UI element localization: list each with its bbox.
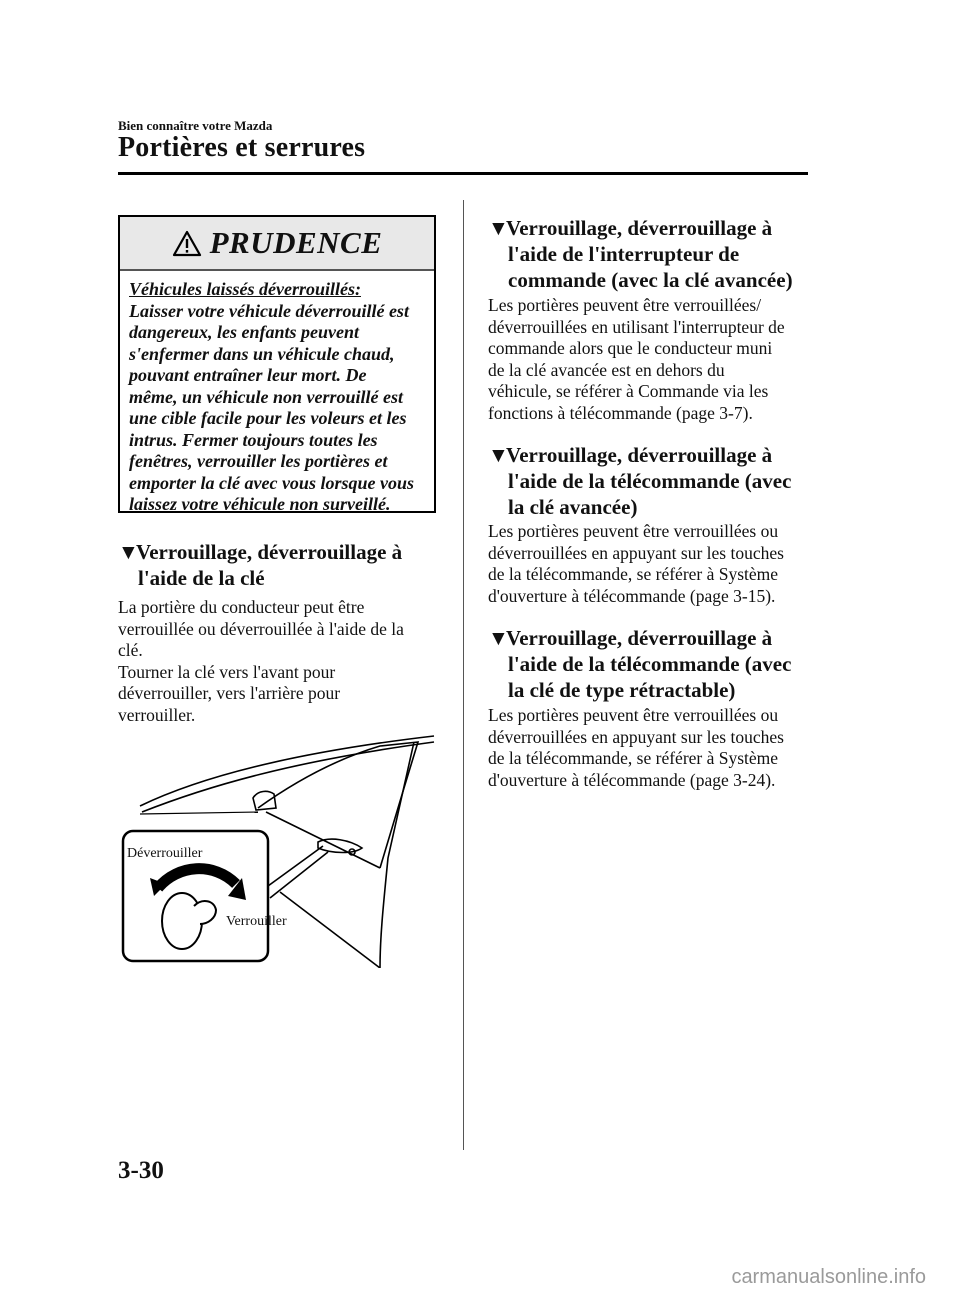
caution-line: pouvant entraîner leur mort. De — [129, 365, 367, 385]
lock-label: Verrouiller — [226, 914, 287, 929]
caution-line: une cible facile pour les voleurs et les — [129, 408, 407, 428]
caution-line: dangereux, les enfants peuvent — [129, 322, 360, 342]
body-line: Les portières peuvent être verrouillées/ — [488, 295, 762, 315]
body-line: véhicule, se référer à Commande via les — [488, 381, 769, 401]
caution-line: Laisser votre véhicule déverrouillé est — [129, 300, 409, 321]
heading-line: Verrouillage, déverrouillage à — [136, 540, 403, 564]
heading-line: commande (avec la clé avancée) — [508, 268, 793, 292]
body-line: Les portières peuvent être verrouillées ou — [488, 705, 779, 725]
caution-line: emporter la clé avec vous lorsque vous — [129, 472, 414, 493]
triangle-bullet-icon: ▼ — [118, 540, 139, 564]
body-line: déverrouiller, vers l'arrière pour — [118, 683, 341, 703]
heading-line: l'aide de la télécommande (avec — [508, 469, 792, 493]
section-heading-retractable — [488, 625, 818, 703]
heading-line: l'aide de l'interrupteur de — [508, 242, 740, 266]
body-line: déverrouillées en appuyant sur les touches — [488, 542, 784, 563]
heading-line: Verrouillage, déverrouillage à — [506, 626, 773, 650]
body-line: commande alors que le conducteur muni — [488, 338, 773, 358]
section-heading-key — [118, 539, 448, 591]
triangle-bullet-icon: ▼ — [488, 216, 509, 240]
caution-body — [120, 271, 434, 516]
heading-line: la clé de type rétractable) — [508, 678, 736, 702]
unlock-label: Déverrouiller — [127, 846, 203, 861]
section-body-remote — [488, 521, 818, 607]
triangle-bullet-icon: ▼ — [488, 626, 509, 650]
caution-line: s'enfermer dans un véhicule chaud, — [129, 343, 395, 364]
triangle-bullet-icon: ▼ — [488, 443, 509, 467]
caution-line: intrus. Fermer toujours toutes les — [129, 429, 378, 450]
watermark: carmanualsonline.info — [731, 1266, 926, 1288]
caution-line: même, un véhicule non verrouillé est — [129, 386, 403, 407]
caution-title: PRUDENCE — [209, 225, 383, 260]
caution-box — [118, 215, 436, 513]
heading-line: l'aide de la télécommande (avec — [508, 652, 792, 676]
title-rule — [118, 172, 808, 175]
page-title: Portières et serrures — [118, 132, 366, 163]
body-line: de la clé avancée est en dehors du — [488, 359, 725, 380]
body-line: clé. — [118, 640, 143, 660]
body-line: verrouiller. — [118, 704, 196, 725]
body-line: Les portières peuvent être verrouillées ou — [488, 521, 779, 541]
heading-line: Verrouillage, déverrouillage à — [506, 443, 773, 467]
body-line: déverrouillées en utilisant l'interrupteur de — [488, 316, 785, 337]
body-line: d'ouverture à télécommande (page 3-24). — [488, 769, 776, 790]
caution-subtitle: Véhicules laissés déverrouillés: — [129, 279, 361, 299]
warning-triangle-icon — [172, 230, 202, 257]
body-line: d'ouverture à télécommande (page 3-15). — [488, 585, 776, 606]
body-line: fonctions à télécommande (page 3-7). — [488, 402, 753, 423]
section-label: Bien connaître votre Mazda — [118, 118, 273, 133]
section-body-retractable — [488, 705, 818, 791]
body-line: La portière du conducteur peut être — [118, 597, 365, 617]
body-line: Tourner la clé vers l'avant pour — [118, 661, 336, 682]
caution-line: fenêtres, verrouiller les portières et — [129, 451, 388, 471]
caution-line: laissez votre véhicule non surveillé. — [129, 494, 391, 514]
section-heading-switch — [488, 215, 818, 293]
heading-line: la clé avancée) — [508, 495, 638, 519]
section-body-switch — [488, 295, 818, 424]
body-line: de la télécommande, se référer à Système — [488, 564, 779, 584]
column-divider — [463, 200, 464, 1150]
page-number: 3-30 — [118, 1157, 164, 1184]
heading-line: Verrouillage, déverrouillage à — [506, 216, 773, 240]
body-line: verrouillée ou déverrouillée à l'aide de la — [118, 618, 404, 639]
body-line: déverrouillées en appuyant sur les touches — [488, 726, 784, 747]
body-line: de la télécommande, se référer à Système — [488, 748, 779, 768]
heading-line: l'aide de la clé — [138, 566, 265, 590]
section-heading-remote — [488, 442, 818, 520]
caution-header — [120, 217, 434, 271]
section-body-key — [118, 597, 453, 726]
